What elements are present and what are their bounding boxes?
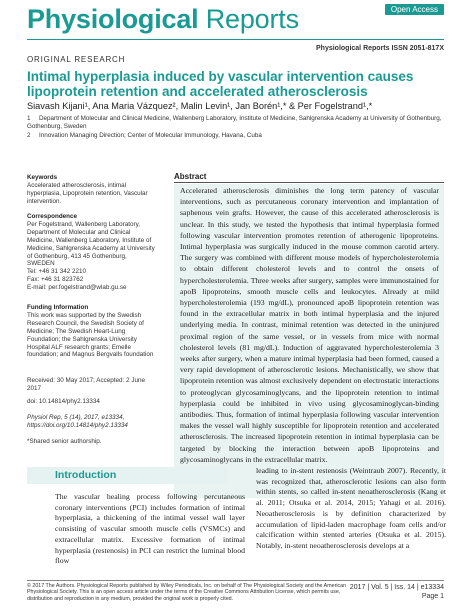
abstract-rule	[174, 182, 444, 183]
affiliation-2: 2 Innovation Managing Direction; Center of Molecular Immunology, Havana, Cuba	[27, 132, 262, 139]
page-info	[350, 583, 444, 601]
article-title: Intimal hyperplasia induced by vascular intervention causes lipoprotein retention and accelerated atherosclerosis	[27, 69, 414, 99]
received-line: Received: 30 May 2017; Accepted: 2 June 2017	[27, 377, 145, 392]
copyright-notice: © 2017 The Authors. Physiological Reports published by Wiley Periodicals, Inc. on behalf of The Physiological Society and the American Physiological Society. This is an open access article under the terms of the Creative Commons Attribution License, which permits use, distribution and reproduction in any medium, provided the original work is properly cited.	[27, 583, 347, 602]
correspondence-heading: Correspondence	[27, 213, 78, 220]
issn-line: Physiological Reports ISSN 2051-817X	[316, 45, 444, 52]
email: E-mail: per.fogelstrand@wlab.gu.se	[27, 284, 127, 292]
keywords-section	[27, 174, 155, 206]
shared-authorship-note: *Shared senior authorship.	[27, 438, 102, 445]
abstract-heading: Abstract	[174, 172, 207, 181]
journal-title	[27, 4, 299, 35]
volume-info: 2017 | Vol. 5 | Iss. 14 | e13334	[349, 584, 444, 591]
page-number: Page 1	[421, 593, 444, 600]
footer-rule	[27, 580, 444, 581]
keywords-heading: Keywords	[27, 174, 58, 181]
introduction-right-column: leading to in-stent restenosis (Weintraub 2007). Recently, it was recognized that, atherosclerotic lesions can also form within stents, so called in-stent neoatherosclerosis (Kang et al. 2011; Otsuka et al. 2014, 2015; Yahagi et al. 2016). Neoatherosclerosis is by definition characterized by accumulation of lipid-laden macrophage foam cells and/or calcification within stented arteries (Otsuka et al. 2015). Notably, in-stent neoatherosclerosis develops at a	[256, 466, 446, 550]
correspondence-section	[27, 213, 155, 292]
keywords-text: Accelerated atherosclerosis, intimal hyperplasia, Lipoprotein retention, Vascular intervention.	[27, 181, 148, 205]
funding-section	[27, 304, 155, 359]
funding-text: This work was supported by the Swedish Research Council, the Swedish Society of Medicine; The Swedish Heart-Lung Foundation; the Sahlgrenska University Hospital ALF research grants; Emelle foundation; and Magnus Bergvalls foundation	[27, 311, 154, 359]
header-rule	[27, 39, 444, 40]
introduction-left-column: The vascular healing process following percutaneous coronary interventions (PCI) includes formation of intimal hyperplasia, a thickening of the intimal vessel wall layer consisting of vascular smooth muscle cells (VSMCs) and extracellular matrix. Excessive formation of intimal hyperplasia (restenosis) in PCI can restrict the luminal blood flow	[55, 492, 245, 566]
abstract-text: Accelerated atherosclerosis diminishes the long term patency of vascular interventions, such as percutaneous coronary intervention and implantation of saphenous vein grafts. However, the cause of this accelerated atherosclerosis is unclear. In this study, we tested the hypothesis that intimal hyperplasia formed following vascular intervention promotes retention of atherogenic lipoproteins. Intimal hyperplasia was surgically induced in the mouse common carotid artery. The surgery was combined with different mouse models of hypercholesterolemia to obtain different cholesterol levels and to control the onsets of hypercholesterolemia. Three weeks after surgery, samples were immunostained for apoB lipoproteins, smooth muscle cells and leukocytes. Already at mild hypercholesterolemia (193 mg/dL), pronounced apoB lipoprotein retention was found in the extracellular matrix in both intimal hyperplasia and the injured underlying media. In contrast, minimal retention was detected in the uninjured proximal region of the same vessel, or in vessels from mice with normal cholesterol levels (81 mg/dL). Induction of aggravated hypercholesterolemia 3 weeks after surgery, when a mature intimal hyperplasia had been formed, caused a very rapid development of atherosclerotic lesions. Mechanistically, we show that lipoprotein retention was almost exclusively dependent on electrostatic interactions to proteoglycan glycosaminoglycans, and the lipoprotein retention to intimal hyperplasia could be inhibited in vivo using glycosaminoglycan-binding antibodies. Thus, formation of intimal hyperplasia following vascular intervention makes the vessel wall highly susceptible for lipoprotein retention and accelerated atherosclerosis. The increased lipoprotein retention in intimal hyperplasia can be targeted by blocking the interaction between apoB lipoproteins and glycosaminoglycans in the extracellular matrix.	[180, 186, 439, 464]
open-access-badge: Open Access	[385, 4, 444, 15]
journal-name-light: Reports	[198, 4, 299, 34]
citation-line: Physiol Rep, 5 (14), 2017, e13334, https://doi.org/10.14814/phy2.13334	[27, 414, 128, 429]
fax: Fax: +46 31 823762	[27, 276, 84, 284]
tel: Tel: +46 31 342 2210	[27, 268, 86, 276]
author-list: Siavash Kijani¹, Ana Maria Vázquez², Malin Levin¹, Jan Borén¹,* & Per Fogelstrand¹,*	[27, 101, 373, 111]
correspondence-text: Per Fogelstrand, Wallenberg Laboratory, Department of Molecular and Clinical Medicine, Wallenberg Laboratory, Institute of Medicine, Sahlgrenska Academy at University of Gothenburg, 413 45 Gothenburg, SWEDEN	[27, 220, 155, 268]
journal-name-bold: Physiological	[27, 4, 199, 34]
doi-line: doi: 10.14814/phy2.13334	[27, 398, 100, 405]
funding-heading: Funding Information	[27, 304, 89, 311]
affiliation-1: 1 Department of Molecular and Clinical Medicine, Wallenberg Laboratory, Institute of Medicine, Sahlgrenska Academy at University of Gothenburg, Gothenburg, Sweden	[27, 115, 442, 131]
introduction-heading: Introduction	[55, 469, 117, 481]
article-type: ORIGINAL RESEARCH	[27, 55, 126, 64]
